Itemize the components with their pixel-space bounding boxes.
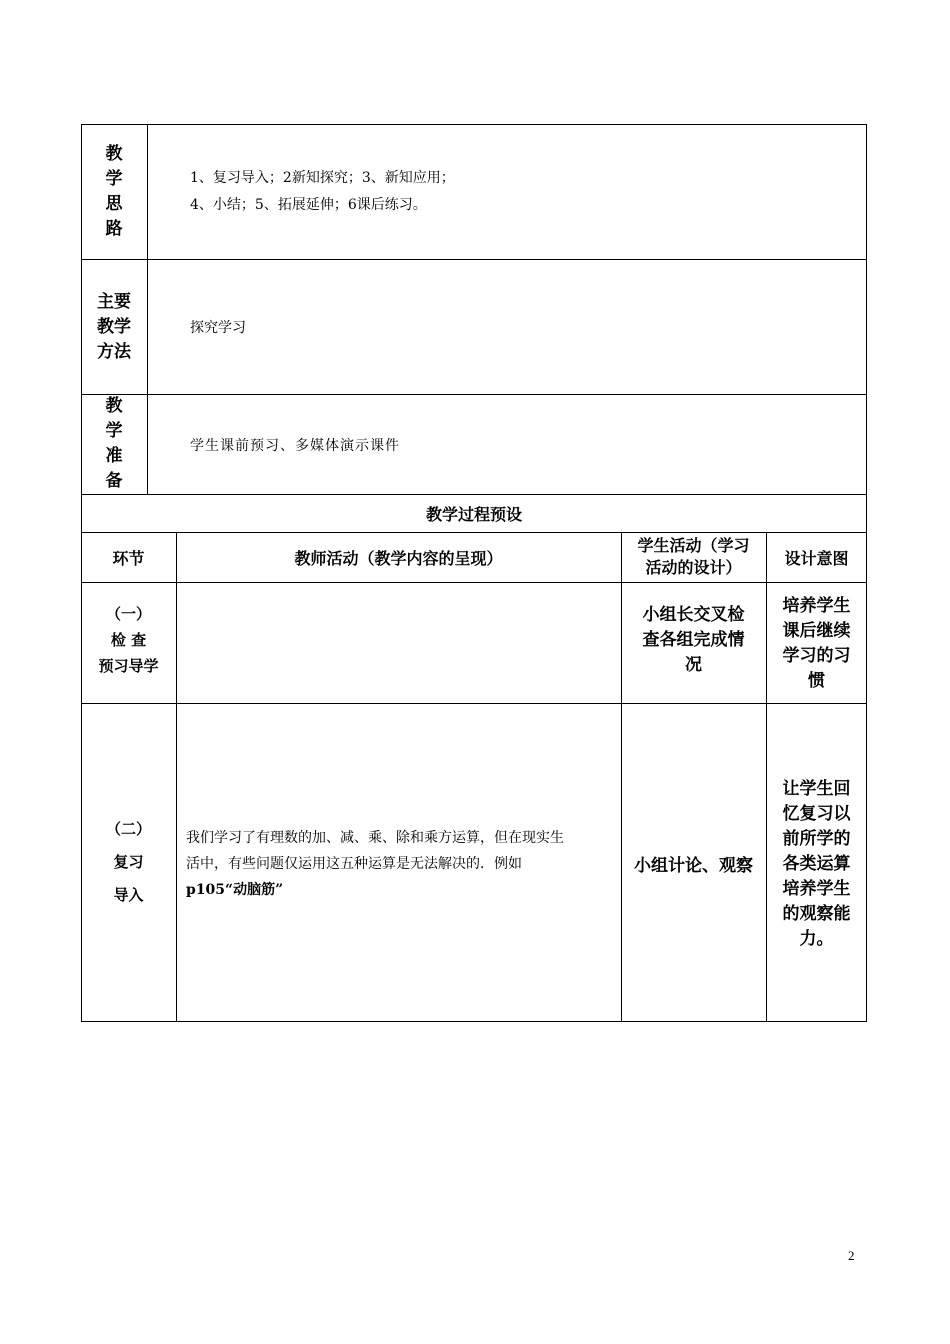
thinking-line: 1、复习导入；2新知探究；3、新知应用； (190, 170, 455, 186)
teacher-activity-line: 活中，有些问题仅运用这五种运算是无法解决的．例如 (186, 856, 522, 872)
table-rule (81, 582, 867, 583)
method-content: 探究学习 (190, 320, 246, 336)
teacher-activity-line: p105“动脑筋” (186, 882, 284, 898)
header-stage: 环节 (112, 548, 145, 568)
header-student: 学生活动（学习 活动的设计） (637, 536, 750, 577)
table-rule (81, 259, 867, 260)
student-activity-two: 小组计论、观察 (634, 855, 753, 876)
design-intent-one: 培养学生 课后继续 学习的习 惯 (782, 596, 851, 691)
table-rule (147, 124, 148, 494)
teacher-activity-line: 我们学习了有理数的加、减、乘、除和乘方运算，但在现实生 (186, 830, 564, 846)
stage-two: （二） 复习 导入 (105, 819, 151, 904)
design-intent-two: 让学生回 忆复习以 前所学的 各类运算 培养学生 的观察能 力。 (782, 778, 851, 949)
thinking-label: 教 学 思 路 (105, 144, 123, 239)
table-rule (81, 394, 867, 395)
teacher-activity-two (186, 825, 616, 903)
page-number: 2 (848, 1248, 855, 1263)
header-intent: 设计意图 (784, 548, 849, 568)
header-teacher: 教师活动（教学内容的呈现） (294, 548, 503, 568)
stage-one: （一） 检 查 预习导学 (98, 605, 159, 675)
thinking-line: 4、小结；5、拓展延伸；6课后练习。 (190, 197, 427, 213)
preparation-label: 教 学 准 备 (105, 396, 123, 491)
table-rule (81, 1021, 867, 1022)
student-activity-one: 小组长交叉检 查各组完成情 况 (642, 604, 745, 675)
process-title: 教学过程预设 (425, 504, 522, 524)
preparation-content: 学生课前预习、多媒体演示课件 (190, 438, 400, 454)
table-rule (81, 124, 867, 125)
method-label: 主要 教学 方法 (97, 291, 131, 362)
table-rule (81, 703, 867, 704)
thinking-content (190, 165, 455, 219)
table-rule (176, 532, 177, 1021)
